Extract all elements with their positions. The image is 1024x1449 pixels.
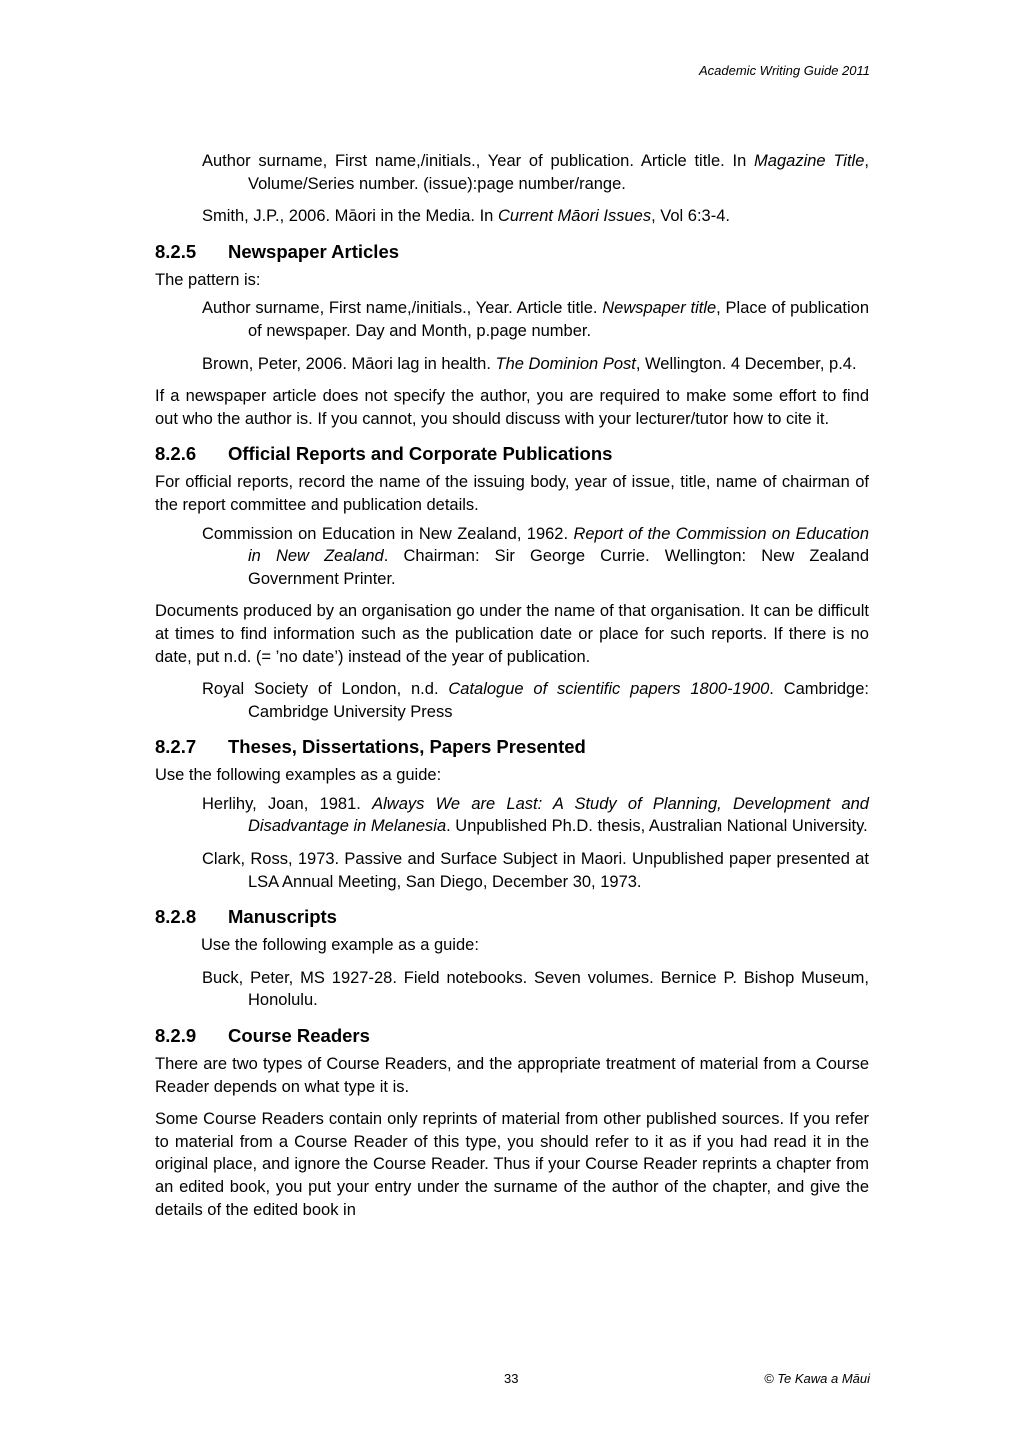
heading-official-reports: 8.2.6 Official Reports and Corporate Publications (155, 443, 613, 465)
official-reports-example-1: Commission on Education in New Zealand, 1962. Report of the Commission on Education in New Zealand. Chairman: Sir George Currie. Wellington: New Zealand Government Printer. (202, 524, 870, 588)
newspaper-intro: The pattern is: (155, 270, 261, 289)
heading-newspaper-articles: 8.2.5 Newspaper Articles (155, 240, 400, 262)
course-readers-paragraph-2: Some Course Readers contain only reprints of material from other published sources. If you refer to material from a Course Reader of this type, you should refer to it as if you had read it in the original place, and ignore the Course Reader. Thus if your Course Reader reprints a chapter from an edited book, you put your entry under the surname of the author of the chapter, and give the details of the edited book in (155, 1110, 869, 1219)
newspaper-paragraph: If a newspaper article does not specify the author, you are required to make some effort to find out who the author is. If you cannot, you should discuss with your lecturer/tutor how to cite it. (155, 387, 869, 428)
theses-example-1: Herlihy, Joan, 1981. Always We are Last: A Study of Planning, Development and Disadvantage in Melanesia. Unpublished Ph.D. thesis, Australian National University. (202, 794, 869, 836)
theses-intro: Use the following examples as a guide: (155, 766, 442, 785)
official-reports-paragraph: Documents produced by an organisation go under the name of that organisation. It can be difficult at times to find information such as the publication date or place for such reports. If there is no date, put n.d. (= ’no date’) instead of the year of publication. (155, 602, 869, 666)
theses-example-2: Clark, Ross, 1973. Passive and Surface Subject in Maori. Unpublished paper presented at LSA Annual Meeting, San Diego, December 30, 1973. (202, 850, 869, 891)
page-number: 33 (504, 1371, 519, 1386)
official-reports-intro: For official reports, record the name of the issuing body, year of issue, title, name of chairman of the report committee and publication details. (155, 473, 869, 514)
newspaper-pattern: Author surname, First name,/initials., Year. Article title. Newspaper title, Place of publication of newspaper. Day and Month, p.page number. (202, 299, 869, 340)
running-header: Academic Writing Guide 2011 (698, 63, 870, 78)
official-reports-example-2: Royal Society of London, n.d. Catalogue of scientific papers 1800-1900. Cambridge: Cambridge University Press (202, 680, 869, 721)
footer-copyright: © Te Kawa a Māui (764, 1371, 870, 1386)
newspaper-example: Brown, Peter, 2006. Māori lag in health. The Dominion Post, Wellington. 4 December, p.4. (202, 354, 857, 373)
manuscripts-intro: Use the following example as a guide: (201, 936, 479, 955)
page-body (155, 150, 869, 1231)
magazine-pattern: Author surname, First name,/initials., Year of publication. Article title. In Magazine Title, Volume/Series number. (issue):page number/range. (202, 152, 869, 193)
course-readers-paragraph-1: There are two types of Course Readers, and the appropriate treatment of material from a Course Reader depends on what type it is. (155, 1055, 869, 1096)
heading-course-readers: 8.2.9 Course Readers (155, 1025, 370, 1047)
manuscripts-example: Buck, Peter, MS 1927-28. Field notebooks. Seven volumes. Bernice P. Bishop Museum, Honolulu. (202, 968, 869, 1010)
heading-manuscripts: 8.2.8 Manuscripts (155, 906, 337, 928)
heading-theses: 8.2.7 Theses, Dissertations, Papers Presented (155, 736, 586, 758)
magazine-example: Smith, J.P., 2006. Māori in the Media. In Current Māori Issues, Vol 6:3-4. (202, 207, 730, 226)
